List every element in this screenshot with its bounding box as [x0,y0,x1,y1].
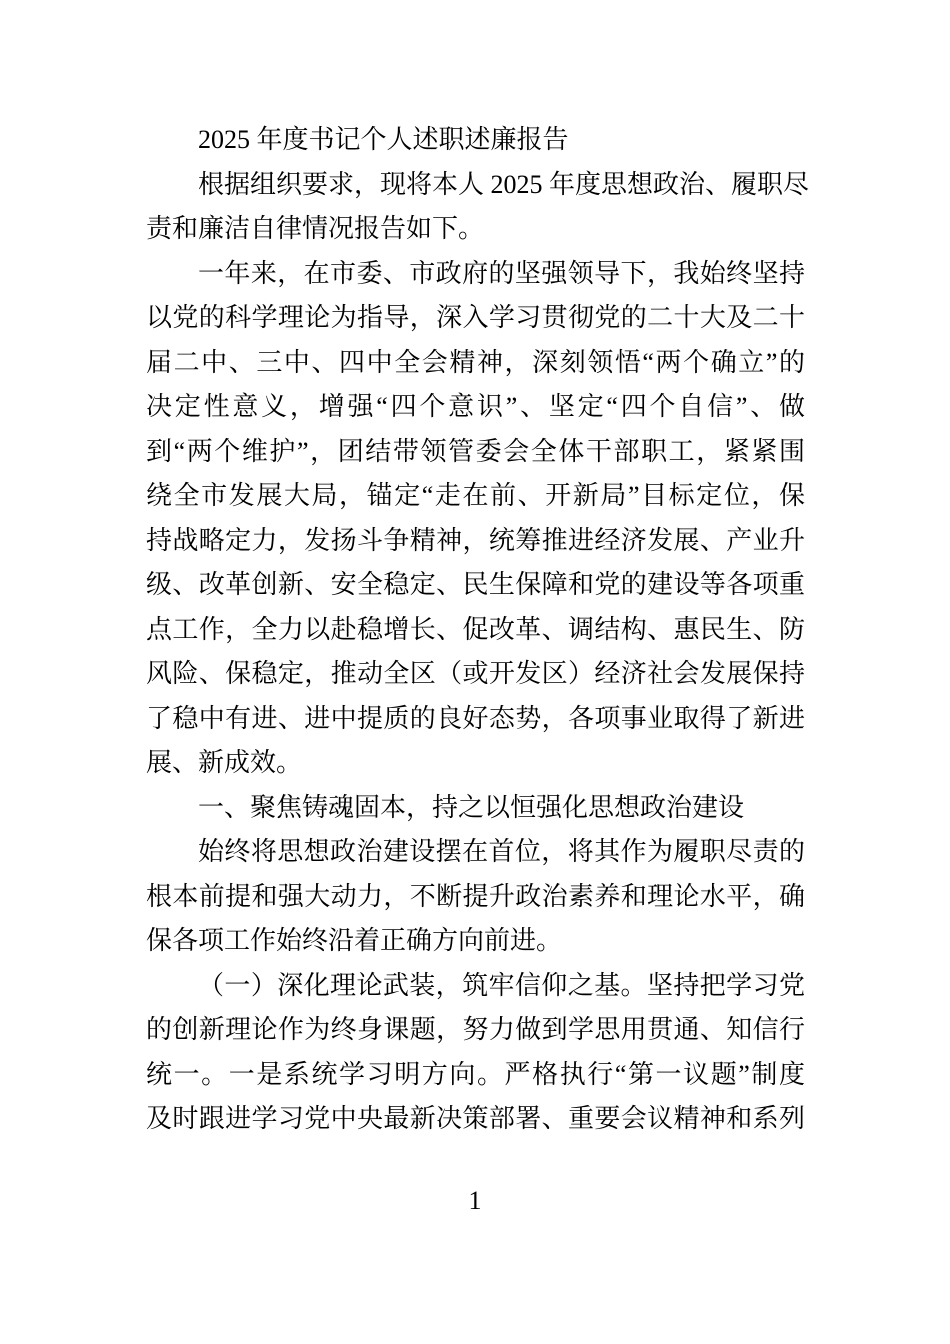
body-line: 的创新理论作为终身课题，努力做到学思用贯通、知信行 [146,1015,805,1044]
body-line: 级、改革创新、安全稳定、民生保障和党的建设等各项重 [146,570,805,599]
body-line: 点工作，全力以赴稳增长、促改革、调结构、惠民生、防 [146,614,805,644]
body-line: 统一。一是系统学习明方向。严格执行“第一议题”制度 [146,1059,805,1089]
body-line: 到“两个维护”，团结带领管委会全体干部职工，紧紧围 [146,436,805,466]
body-line: 届二中、三中、四中全会精神，深刻领悟“两个确立”的 [146,347,805,377]
subsection-line: （一）深化理论武装，筑牢信仰之基。坚持把学习党 [198,970,805,1000]
body-line: 根据组织要求，现将本人 2025 年度思想政治、履职尽 [198,169,810,199]
body-line: 决定性意义，增强“四个意识”、坚定“四个自信”、做 [146,392,805,421]
body-line: 责和廉洁自律情况报告如下。 [146,214,485,243]
body-line: 根本前提和强大动力，不断提升政治素养和理论水平，确 [146,881,805,911]
doc-title: 2025 年度书记个人述职述廉报告 [198,125,569,154]
body-line: 绕全市发展大局，锚定“走在前、开新局”目标定位，保 [146,481,805,510]
body-line: 一年来，在市委、市政府的坚强领导下，我始终坚持 [198,258,805,288]
page-number: 1 [468,1186,482,1215]
body-line: 风险、保稳定，推动全区（或开发区）经济社会发展保持 [146,659,805,688]
body-line: 展、新成效。 [146,748,303,777]
body-line: 及时跟进学习党中央最新决策部署、重要会议精神和系列 [146,1104,805,1133]
body-line: 始终将思想政治建设摆在首位，将其作为履职尽责的 [198,837,805,866]
body-line: 持战略定力，发扬斗争精神，统筹推进经济发展、产业升 [146,525,805,555]
body-line: 保各项工作始终沿着正确方向前进。 [146,926,563,955]
body-line: 了稳中有进、进中提质的良好态势，各项事业取得了新进 [146,703,805,733]
section-heading: 一、聚焦铸魂固本，持之以恒强化思想政治建设 [198,792,745,822]
body-line: 以党的科学理论为指导，深入学习贯彻党的二十大及二十 [146,303,805,332]
document-body [146,118,810,1142]
